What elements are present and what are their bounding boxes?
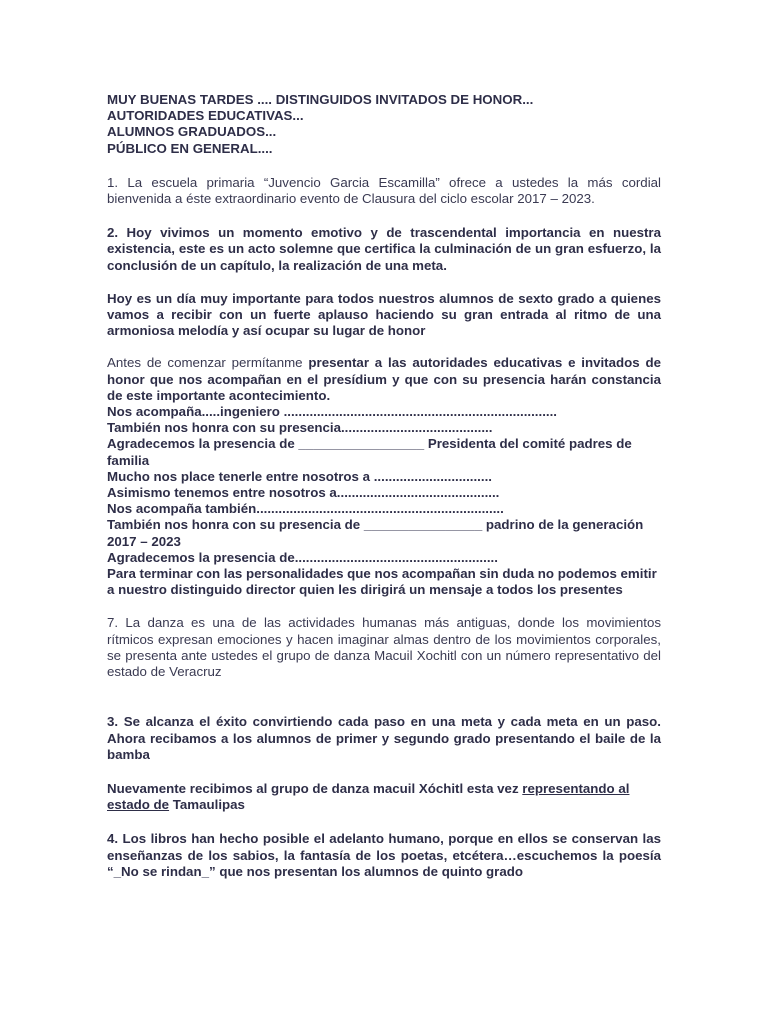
- greeting-line-2: AUTORIDADES EDUCATIVAS...: [107, 108, 304, 124]
- authority-line-9: Para terminar con las personalidades que nos acompañan sin duda no podemos emitir a nuestro distinguido director quien les dirigirá un mensaje a todos los presentes: [107, 566, 657, 598]
- paragraph-sixth-grade: Hoy es un día muy importante para todos nuestros alumnos de sexto grado a quienes vamos a recibir con un fuerte aplauso haciendo su gran entrada al ritmo de una armoniosa melodía y así ocupar su lugar de honor: [107, 290, 661, 339]
- authority-line-6: Nos acompaña también...................................................................: [107, 501, 504, 517]
- authority-line-7: También nos honra con su presencia de ________________ padrino de la generación 2017 – 2023: [107, 517, 644, 549]
- paragraph-7-dance: 7. La danza es una de las actividades humanas más antiguas, donde los movimientos rítmicos expresan emociones y hacen imaginar almas dentro de los movimientos corporales, se presenta ante ustedes el grupo de danza Macuil Xochitl con un número representativo del estado de Veracruz: [107, 615, 661, 680]
- authorities-list: [107, 404, 661, 598]
- document-page: [107, 92, 661, 880]
- authority-line-3: Agradecemos la presencia de _________________ Presidenta del comité padres de familia: [107, 436, 632, 468]
- authority-line-5: Asimismo tenemos entre nosotros a............................................: [107, 485, 500, 501]
- authority-line-2: También nos honra con su presencia.........................................: [107, 420, 493, 436]
- authority-line-8: Agradecemos la presencia de.......................................................: [107, 549, 498, 565]
- paragraph-3-success: 3. Se alcanza el éxito convirtiendo cada paso en una meta y cada meta en un paso. Ahora recibamos a los alumnos de primer y segundo grado presentando el baile de la bamba: [107, 714, 661, 762]
- paragraph-authorities-intro: [107, 355, 661, 404]
- paragraph-dance-tamaulipas: [107, 781, 661, 813]
- greeting-line-1: MUY BUENAS TARDES .... DISTINGUIDOS INVITADOS DE HONOR...: [107, 92, 534, 107]
- dance-text-part-1: Nuevamente recibimos al grupo de danza macuil Xóchitl esta vez: [107, 780, 523, 796]
- paragraph-2-solemn-act: 2. Hoy vivimos un momento emotivo y de trascendental importancia en nuestra existencia, este es un acto solemne que certifica la culminación de un gran esfuerzo, la conclusión de un capítulo, la realización de una meta.: [107, 225, 661, 273]
- dance-text-underlined: representando al estado de: [107, 780, 630, 813]
- greeting-line-3: ALUMNOS GRADUADOS...: [107, 124, 277, 140]
- greeting-line-4: PÚBLICO EN GENERAL....: [107, 140, 273, 156]
- paragraph-4-books: 4. Los libros han hecho posible el adelanto humano, porque en ellos se conservan las enseñanzas de los sabios, la fantasía de los poetas, etcétera…escuchemos la poesía “_No se rindan_” que nos presentan los alumnos de quinto grado: [107, 831, 661, 879]
- authority-line-1: Nos acompaña.....ingeniero ..........................................................................: [107, 404, 557, 420]
- dance-text-part-3: Tamaulipas: [169, 797, 245, 813]
- paragraph-1-welcome: 1. La escuela primaria “Juvencio Garcia Escamilla” ofrece a ustedes la más cordial bienvenida a éste extraordinario evento de Clausura del ciclo escolar 2017 – 2023.: [107, 174, 661, 207]
- authorities-intro-text: Antes de comenzar permítanme: [107, 355, 309, 371]
- authority-line-4: Mucho nos place tenerle entre nosotros a ................................: [107, 468, 492, 484]
- greeting-block: [107, 92, 661, 157]
- authorities-intro-bold: presentar a las autoridades educativas e invitados de honor que nos acompañan en el presídium y que con su presencia harán constancia de este importante acontecimiento.: [107, 355, 661, 403]
